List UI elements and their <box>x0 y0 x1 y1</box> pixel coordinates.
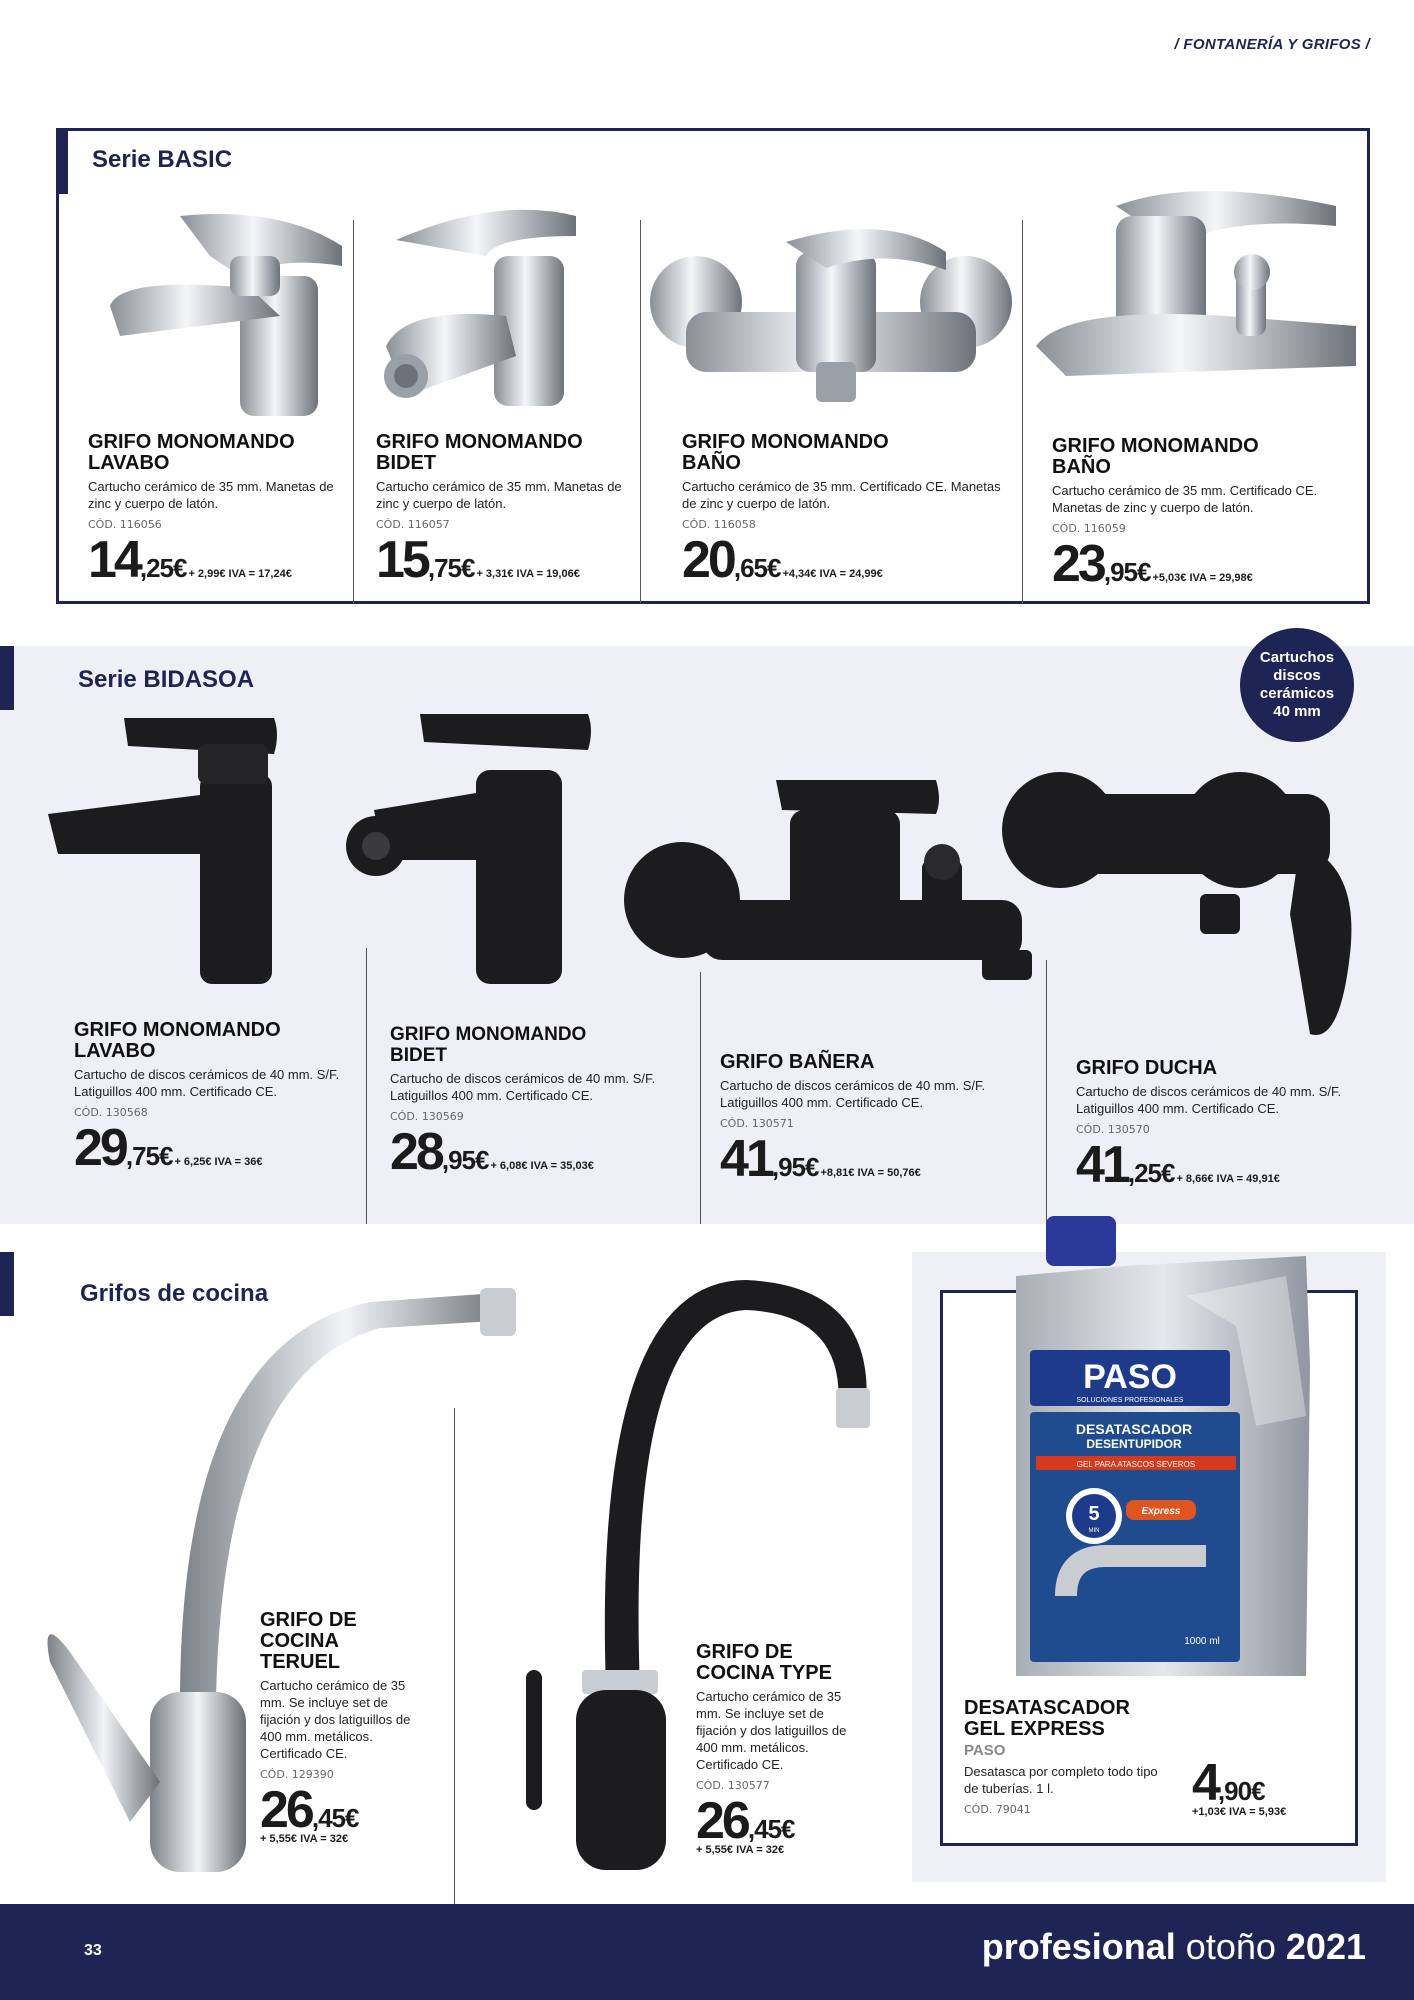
brand-bold: profesional <box>981 1926 1176 1967</box>
product-description: Cartucho de discos cerámicos de 40 mm. S/F. Latiguillos 400 mm. Certificado CE. <box>1076 1084 1342 1116</box>
price-decimal: ,95€ <box>1103 557 1151 587</box>
price-decimal: ,25€ <box>139 553 187 583</box>
price-integer: 29 <box>74 1119 126 1177</box>
product-description: Cartucho cerámico de 35 mm. Certificado CE. Manetas de zinc y cuerpo de latón. <box>682 479 1001 511</box>
product-name: GRIFO MONOMANDO BAÑO <box>1052 435 1259 478</box>
footer-brand <box>982 1926 1366 1968</box>
price-iva: +5,03€ IVA = 29,98€ <box>1152 572 1253 584</box>
product-cocina-type[interactable] <box>696 1642 896 1856</box>
divider <box>353 220 354 604</box>
price-integer: 15 <box>376 531 428 589</box>
product-code: CÓD. 130570 <box>1076 1123 1150 1136</box>
faucet-black-banera-image <box>622 770 1052 1000</box>
product-code: CÓD. 79041 <box>964 1803 1031 1816</box>
product-name: GRIFO MONOMANDO BAÑO <box>682 431 889 474</box>
product-description: Cartucho cerámico de 35 mm. Manetas de zinc y cuerpo de latón. <box>88 479 334 511</box>
product-description: Cartucho cerámico de 35 mm. Manetas de zinc y cuerpo de latón. <box>376 479 622 511</box>
price-integer: 41 <box>720 1130 772 1188</box>
price-iva: + 6,25€ IVA = 36€ <box>174 1156 263 1168</box>
product-paso-desatascador[interactable] <box>964 1698 1164 1816</box>
price-iva: + 8,66€ IVA = 49,91€ <box>1176 1173 1280 1185</box>
product-code: CÓD. 130568 <box>74 1106 148 1119</box>
bottle-badge-unit: MIN <box>1088 1528 1100 1534</box>
bidasoa-series-title: Serie BIDASOA <box>78 666 255 693</box>
product-name: DESATASCADOR GEL EXPRESS <box>964 1697 1130 1740</box>
price-integer: 41 <box>1076 1136 1128 1194</box>
basic-accent-bar <box>56 128 68 194</box>
product-price-iva-row <box>696 1844 896 1856</box>
basic-series-title: Serie BASIC <box>92 146 233 173</box>
price-iva: + 5,55€ IVA = 32€ <box>696 1844 785 1856</box>
product-price <box>1076 1138 1376 1192</box>
bottle-line2: DESENTUPIDOR <box>1086 1437 1182 1451</box>
brand-year: 2021 <box>1285 1926 1366 1967</box>
bidasoa-accent-bar <box>0 646 14 710</box>
product-name: GRIFO MONOMANDO LAVABO <box>74 1019 281 1062</box>
product-basic-lavabo[interactable] <box>88 432 348 587</box>
product-name: GRIFO DE COCINA TYPE <box>696 1641 832 1684</box>
product-price <box>696 1794 896 1848</box>
price-iva: +8,81€ IVA = 50,76€ <box>820 1167 921 1179</box>
product-code: CÓD. 116059 <box>1052 522 1126 535</box>
paso-bottle-image <box>1006 1216 1316 1686</box>
product-code: CÓD. 129390 <box>260 1768 334 1781</box>
product-price-iva-row <box>1192 1806 1342 1818</box>
price-decimal: ,75€ <box>427 553 475 583</box>
footer-bar <box>0 1904 1414 2000</box>
product-price <box>260 1783 460 1837</box>
cocina-series-title: Grifos de cocina <box>80 1280 269 1307</box>
divider <box>1022 220 1023 604</box>
faucet-black-lavabo-image <box>48 714 288 994</box>
product-bidasoa-banera[interactable] <box>720 1052 1020 1186</box>
product-price <box>376 533 636 587</box>
product-price <box>88 533 348 587</box>
brand-season: otoño <box>1185 1926 1276 1967</box>
product-price <box>1052 537 1352 591</box>
cocina-accent-bar <box>0 1252 14 1316</box>
bottle-line1: DESATASCADOR <box>1075 1421 1193 1437</box>
divider <box>700 972 701 1224</box>
bottle-badge-number: 5 <box>1088 1503 1100 1525</box>
price-decimal: ,45€ <box>311 1803 359 1833</box>
product-description: Desatasca por completo todo tipo de tuberías. 1 l. <box>964 1764 1158 1796</box>
product-basic-bano-116058[interactable] <box>682 432 1002 587</box>
price-decimal: ,95€ <box>771 1152 819 1182</box>
product-price <box>1192 1756 1342 1810</box>
product-code: CÓD. 116058 <box>682 518 756 531</box>
product-description: Cartucho de discos cerámicos de 40 mm. S/F. Latiguillos 400 mm. Certificado CE. <box>720 1078 986 1110</box>
divider <box>640 220 641 604</box>
price-decimal: ,95€ <box>441 1145 489 1175</box>
product-cocina-teruel[interactable] <box>260 1610 460 1845</box>
faucet-chrome-bidet-image <box>376 196 616 426</box>
product-price <box>720 1132 1020 1186</box>
product-price <box>682 533 1002 587</box>
product-description: Cartucho de discos cerámicos de 40 mm. S/F. Latiguillos 400 mm. Certificado CE. <box>390 1071 656 1103</box>
product-name: GRIFO BAÑERA <box>720 1051 875 1073</box>
product-code: CÓD. 130569 <box>390 1110 464 1123</box>
price-decimal: ,65€ <box>733 553 781 583</box>
faucet-chrome-bano-image <box>1026 176 1366 396</box>
price-integer: 28 <box>390 1123 442 1181</box>
product-name: GRIFO MONOMANDO BIDET <box>390 1024 587 1066</box>
product-description: Cartucho cerámico de 35 mm. Se incluye set de fijación y dos latiguillos de 400 mm. metálicos. Certificado CE. <box>260 1678 411 1761</box>
bottle-volume: 1000 ml <box>1184 1636 1220 1647</box>
product-bidasoa-lavabo[interactable] <box>74 1020 364 1175</box>
product-bidasoa-bidet[interactable] <box>390 1024 680 1179</box>
price-decimal: ,45€ <box>747 1814 795 1844</box>
product-price <box>390 1125 680 1179</box>
product-description: Cartucho de discos cerámicos de 40 mm. S/F. Latiguillos 400 mm. Certificado CE. <box>74 1067 340 1099</box>
product-description: Cartucho cerámico de 35 mm. Certificado CE. Manetas de zinc y cuerpo de latón. <box>1052 483 1318 515</box>
price-integer: 14 <box>88 531 140 589</box>
price-iva: + 6,08€ IVA = 35,03€ <box>490 1160 594 1172</box>
faucet-chrome-bano-image <box>646 212 1016 422</box>
product-name: GRIFO MONOMANDO BIDET <box>376 431 583 474</box>
product-name: GRIFO DUCHA <box>1076 1057 1218 1079</box>
product-price-iva-row <box>260 1833 460 1845</box>
product-price <box>74 1121 364 1175</box>
price-integer: 26 <box>260 1781 312 1839</box>
price-iva: +4,34€ IVA = 24,99€ <box>782 568 883 580</box>
page-number: 33 <box>84 1942 102 1959</box>
faucet-chrome-lavabo-image <box>80 196 350 426</box>
bottle-subtitle: SOLUCIONES PROFESIONALES <box>1076 1397 1184 1404</box>
price-iva: + 5,55€ IVA = 32€ <box>260 1833 349 1845</box>
product-bidasoa-ducha[interactable] <box>1076 1058 1376 1192</box>
product-code: CÓD. 130571 <box>720 1117 794 1130</box>
section-tag: / FONTANERÍA Y GRIFOS / <box>1174 36 1370 53</box>
price-iva: + 3,31€ IVA = 19,06€ <box>476 568 580 580</box>
price-iva: + 2,99€ IVA = 17,24€ <box>188 568 292 580</box>
price-decimal: ,75€ <box>125 1141 173 1171</box>
faucet-black-bidet-image <box>344 710 594 994</box>
paso-price-block <box>1192 1754 1342 1818</box>
price-decimal: ,90€ <box>1217 1776 1265 1806</box>
product-code: CÓD. 130577 <box>696 1779 770 1792</box>
product-code: CÓD. 116056 <box>88 518 162 531</box>
product-description: Cartucho cerámico de 35 mm. Se incluye set de fijación y dos latiguillos de 400 mm. metálicos. Certificado CE. <box>696 1689 847 1772</box>
product-name: GRIFO DE COCINA TERUEL <box>260 1609 357 1673</box>
bottle-logo: PASO <box>1083 1358 1177 1396</box>
product-brand: PASO <box>964 1742 1006 1759</box>
product-name: GRIFO MONOMANDO LAVABO <box>88 431 295 474</box>
product-code: CÓD. 116057 <box>376 518 450 531</box>
price-integer: 26 <box>696 1792 748 1850</box>
product-basic-bidet[interactable] <box>376 432 636 587</box>
cartuchos-badge: Cartuchos discos cerámicos 40 mm <box>1240 628 1354 742</box>
bottle-express: Express <box>1141 1506 1181 1517</box>
price-integer: 23 <box>1052 535 1104 593</box>
price-decimal: ,25€ <box>1127 1158 1175 1188</box>
price-iva: +1,03€ IVA = 5,93€ <box>1192 1806 1287 1818</box>
price-integer: 20 <box>682 531 734 589</box>
product-basic-bano-116059[interactable] <box>1052 436 1352 591</box>
bottle-tag: GEL PARA ATASCOS SEVEROS <box>1076 1460 1196 1469</box>
price-integer: 4 <box>1192 1754 1218 1812</box>
faucet-black-ducha-image <box>1000 754 1372 1046</box>
